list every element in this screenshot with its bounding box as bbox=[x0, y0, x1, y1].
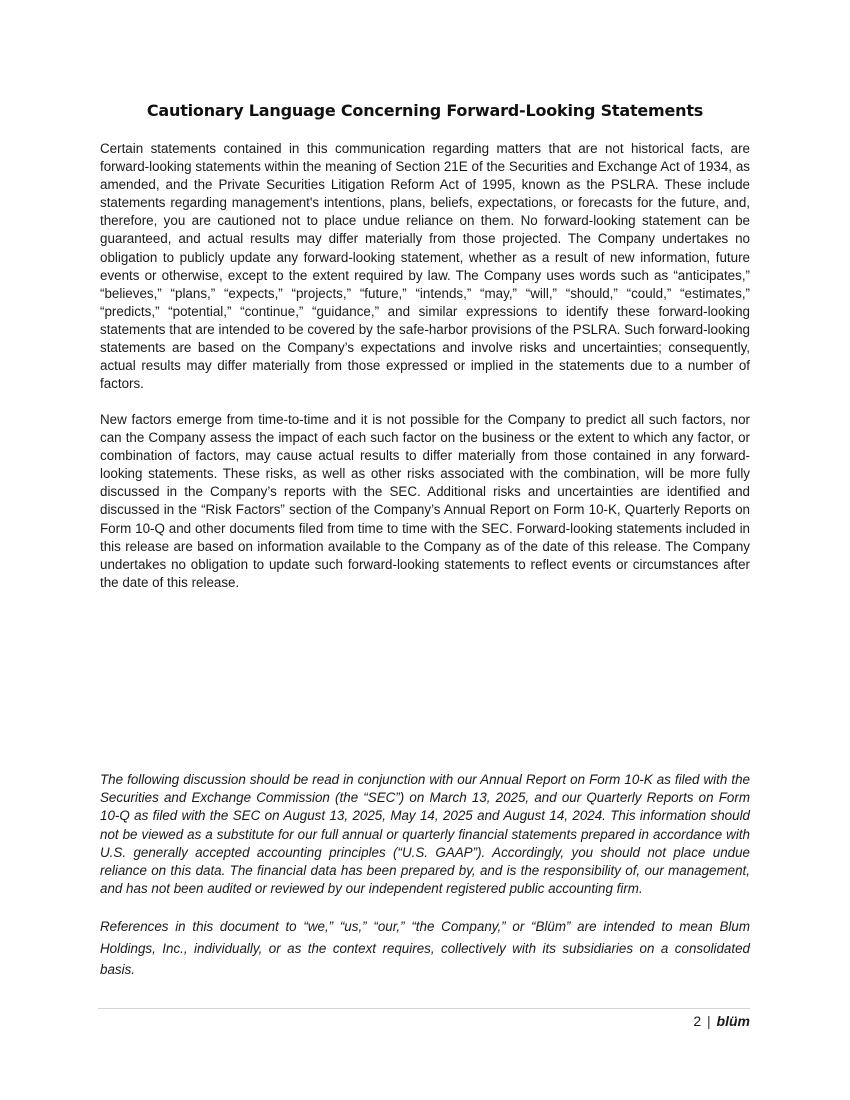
footer-separator: | bbox=[707, 1013, 711, 1029]
page-footer bbox=[693, 1012, 750, 1030]
page-number: 2 bbox=[693, 1013, 702, 1029]
body-paragraph: New factors emerge from time-to-time and it is not possible for the Company to predict all such factors, nor can the Company assess the impact of each such factor on the business or the extent to which any factor, or combination of factors, may cause actual results to differ materially from those contained in any forward-looking statements. These risks, as well as other risks associated with the combination, will be more fully discussed in the Company’s reports with the SEC. Additional risks and uncertainties are identified and discussed in the “Risk Factors” section of the Company’s Annual Report on Form 10-K, Quarterly Reports on Form 10-Q and other documents filed from time to time with the SEC. Forward-looking statements included in this release are based on information available to the Company as of the date of this release. The Company undertakes no obligation to update such forward-looking statements to reflect events or circumstances after the date of this release. bbox=[100, 412, 750, 590]
body-paragraph: Certain statements contained in this communication regarding matters that are not historical facts, are forward-looking statements within the meaning of Section 21E of the Securities and Exchange Act of 1934, as amended, and the Private Securities Litigation Reform Act of 1995, known as the PSLRA. These include statements regarding management's intentions, plans, beliefs, expectations, or forecasts for the future, and, therefore, you are cautioned not to place undue reliance on them. No forward-looking statement can be guaranteed, and actual results may differ materially from those projected. The Company undertakes no obligation to publicly update any forward-looking statement, whether as a result of new information, future events or otherwise, except to the extent required by law. The Company uses words such as “anticipates,” “believes,” “plans,” “expects,” “projects,” “future,” “intends,” “may,” “will,” “should,” “could,” “estimates,” “predicts,” “potential,” “continue,” “guidance,” and similar expressions to identify these forward-looking statements that are intended to be covered by the safe-harbor provisions of the PSLRA. Such forward-looking statements are based on the Company’s expectations and involve risks and uncertainties; consequently, actual results may differ materially from those expressed or implied in the statements due to a number of factors. bbox=[100, 141, 750, 392]
document-title: Cautionary Language Concerning Forward-Looking Statements bbox=[146, 101, 704, 120]
footer-divider bbox=[98, 1008, 750, 1009]
brand-logo-text: blüm bbox=[716, 1013, 750, 1029]
disclaimer-paragraph: The following discussion should be read in conjunction with our Annual Report on Form 10-K as filed with the Securities and Exchange Commission (the “SEC”) on March 13, 2025, and our Quarterly Reports on Form 10-Q as filed with the SEC on August 13, 2025, May 14, 2025 and August 14, 2024. This information should not be viewed as a substitute for our full annual or quarterly financial statements prepared in accordance with U.S. generally accepted accounting principles (“U.S. GAAP”). Accordingly, you should not place undue reliance on this data. The financial data has been prepared by, and is the responsibility of, our management, and has not been audited or reviewed by our independent registered public accounting firm. bbox=[100, 772, 750, 897]
references-paragraph: References in this document to “we,” “us,” “our,” “the Company,” or “Blüm” are intended to mean Blum Holdings, Inc., individually, or as the context requires, collectively with its subsidiaries on a consolidated basis. bbox=[100, 919, 750, 977]
